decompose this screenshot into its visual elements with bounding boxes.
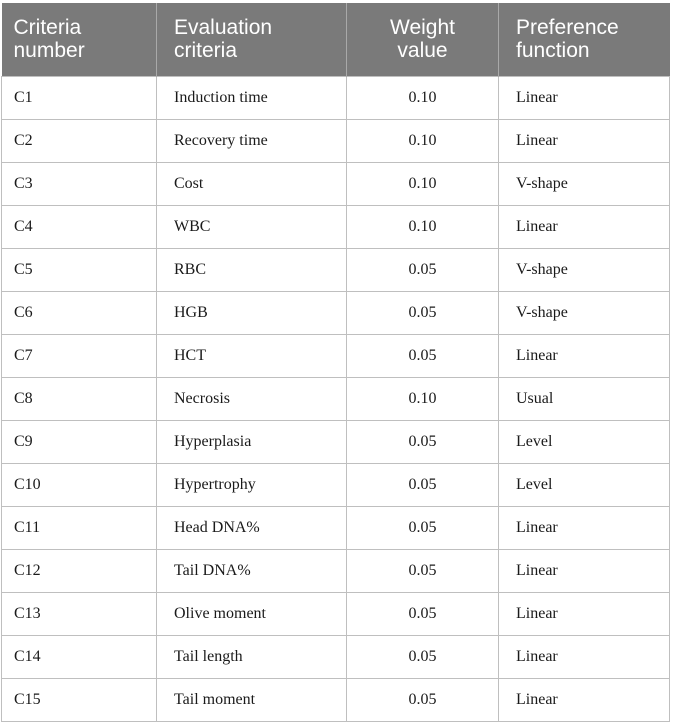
- cell-criteria-number: C14: [2, 635, 157, 678]
- cell-criteria-number: C8: [2, 377, 157, 420]
- cell-preference-function: Linear: [499, 119, 670, 162]
- cell-weight-value: 0.05: [347, 635, 499, 678]
- header-weight-value: [347, 3, 499, 76]
- cell-weight-value: 0.10: [347, 119, 499, 162]
- header-line: criteria: [174, 39, 238, 63]
- cell-evaluation-criteria: HGB: [157, 291, 347, 334]
- header-line: function: [516, 39, 590, 63]
- cell-preference-function: Usual: [499, 377, 670, 420]
- cell-weight-value: 0.10: [347, 377, 499, 420]
- cell-criteria-number: C4: [2, 205, 157, 248]
- table-row: [2, 334, 670, 377]
- cell-evaluation-criteria: Recovery time: [157, 119, 347, 162]
- header-line: number: [13, 39, 85, 63]
- header-line: Preference: [516, 16, 619, 40]
- criteria-table-container: [1, 3, 669, 722]
- table-row: [2, 76, 670, 119]
- cell-preference-function: Linear: [499, 76, 670, 119]
- cell-weight-value: 0.05: [347, 549, 499, 592]
- cell-criteria-number: C12: [2, 549, 157, 592]
- cell-preference-function: Level: [499, 420, 670, 463]
- table-row: [2, 506, 670, 549]
- cell-preference-function: V-shape: [499, 162, 670, 205]
- cell-evaluation-criteria: Tail moment: [157, 678, 347, 721]
- cell-criteria-number: C6: [2, 291, 157, 334]
- table-header: [2, 3, 670, 76]
- cell-preference-function: Linear: [499, 506, 670, 549]
- cell-criteria-number: C5: [2, 248, 157, 291]
- cell-evaluation-criteria: Hypertrophy: [157, 463, 347, 506]
- table-row: [2, 248, 670, 291]
- table-body: [2, 76, 670, 721]
- table-row: [2, 549, 670, 592]
- table-row: [2, 291, 670, 334]
- cell-evaluation-criteria: Tail length: [157, 635, 347, 678]
- header-criteria-number: [2, 3, 157, 76]
- cell-evaluation-criteria: Hyperplasia: [157, 420, 347, 463]
- table-row: [2, 678, 670, 721]
- cell-preference-function: V-shape: [499, 291, 670, 334]
- cell-weight-value: 0.05: [347, 506, 499, 549]
- cell-criteria-number: C15: [2, 678, 157, 721]
- table-row: [2, 420, 670, 463]
- cell-preference-function: Linear: [499, 549, 670, 592]
- cell-weight-value: 0.05: [347, 420, 499, 463]
- cell-preference-function: Linear: [499, 678, 670, 721]
- cell-evaluation-criteria: WBC: [157, 205, 347, 248]
- cell-evaluation-criteria: Induction time: [157, 76, 347, 119]
- cell-preference-function: Level: [499, 463, 670, 506]
- cell-weight-value: 0.05: [347, 248, 499, 291]
- cell-preference-function: Linear: [499, 334, 670, 377]
- cell-weight-value: 0.05: [347, 334, 499, 377]
- table-row: [2, 162, 670, 205]
- cell-criteria-number: C11: [2, 506, 157, 549]
- cell-preference-function: Linear: [499, 592, 670, 635]
- header-row: [2, 3, 670, 76]
- header-preference-function: [499, 3, 670, 76]
- table-row: [2, 119, 670, 162]
- cell-preference-function: V-shape: [499, 248, 670, 291]
- header-line: Evaluation: [174, 16, 273, 40]
- cell-weight-value: 0.10: [347, 205, 499, 248]
- cell-criteria-number: C1: [2, 76, 157, 119]
- cell-evaluation-criteria: Necrosis: [157, 377, 347, 420]
- table-row: [2, 463, 670, 506]
- cell-criteria-number: C2: [2, 119, 157, 162]
- cell-evaluation-criteria: Tail DNA%: [157, 549, 347, 592]
- header-line: Criteria: [13, 16, 82, 40]
- cell-preference-function: Linear: [499, 635, 670, 678]
- cell-evaluation-criteria: RBC: [157, 248, 347, 291]
- header-line: value: [397, 39, 448, 63]
- cell-weight-value: 0.10: [347, 162, 499, 205]
- cell-criteria-number: C9: [2, 420, 157, 463]
- header-line: Weight: [390, 16, 455, 40]
- cell-criteria-number: C3: [2, 162, 157, 205]
- cell-evaluation-criteria: Cost: [157, 162, 347, 205]
- cell-criteria-number: C13: [2, 592, 157, 635]
- cell-evaluation-criteria: Olive moment: [157, 592, 347, 635]
- table-row: [2, 635, 670, 678]
- cell-evaluation-criteria: Head DNA%: [157, 506, 347, 549]
- cell-weight-value: 0.05: [347, 463, 499, 506]
- cell-criteria-number: C10: [2, 463, 157, 506]
- cell-evaluation-criteria: HCT: [157, 334, 347, 377]
- cell-criteria-number: C7: [2, 334, 157, 377]
- cell-weight-value: 0.10: [347, 76, 499, 119]
- criteria-table: [1, 3, 670, 722]
- cell-weight-value: 0.05: [347, 592, 499, 635]
- header-evaluation-criteria: [157, 3, 347, 76]
- cell-preference-function: Linear: [499, 205, 670, 248]
- table-row: [2, 377, 670, 420]
- table-row: [2, 205, 670, 248]
- cell-weight-value: 0.05: [347, 678, 499, 721]
- cell-weight-value: 0.05: [347, 291, 499, 334]
- table-row: [2, 592, 670, 635]
